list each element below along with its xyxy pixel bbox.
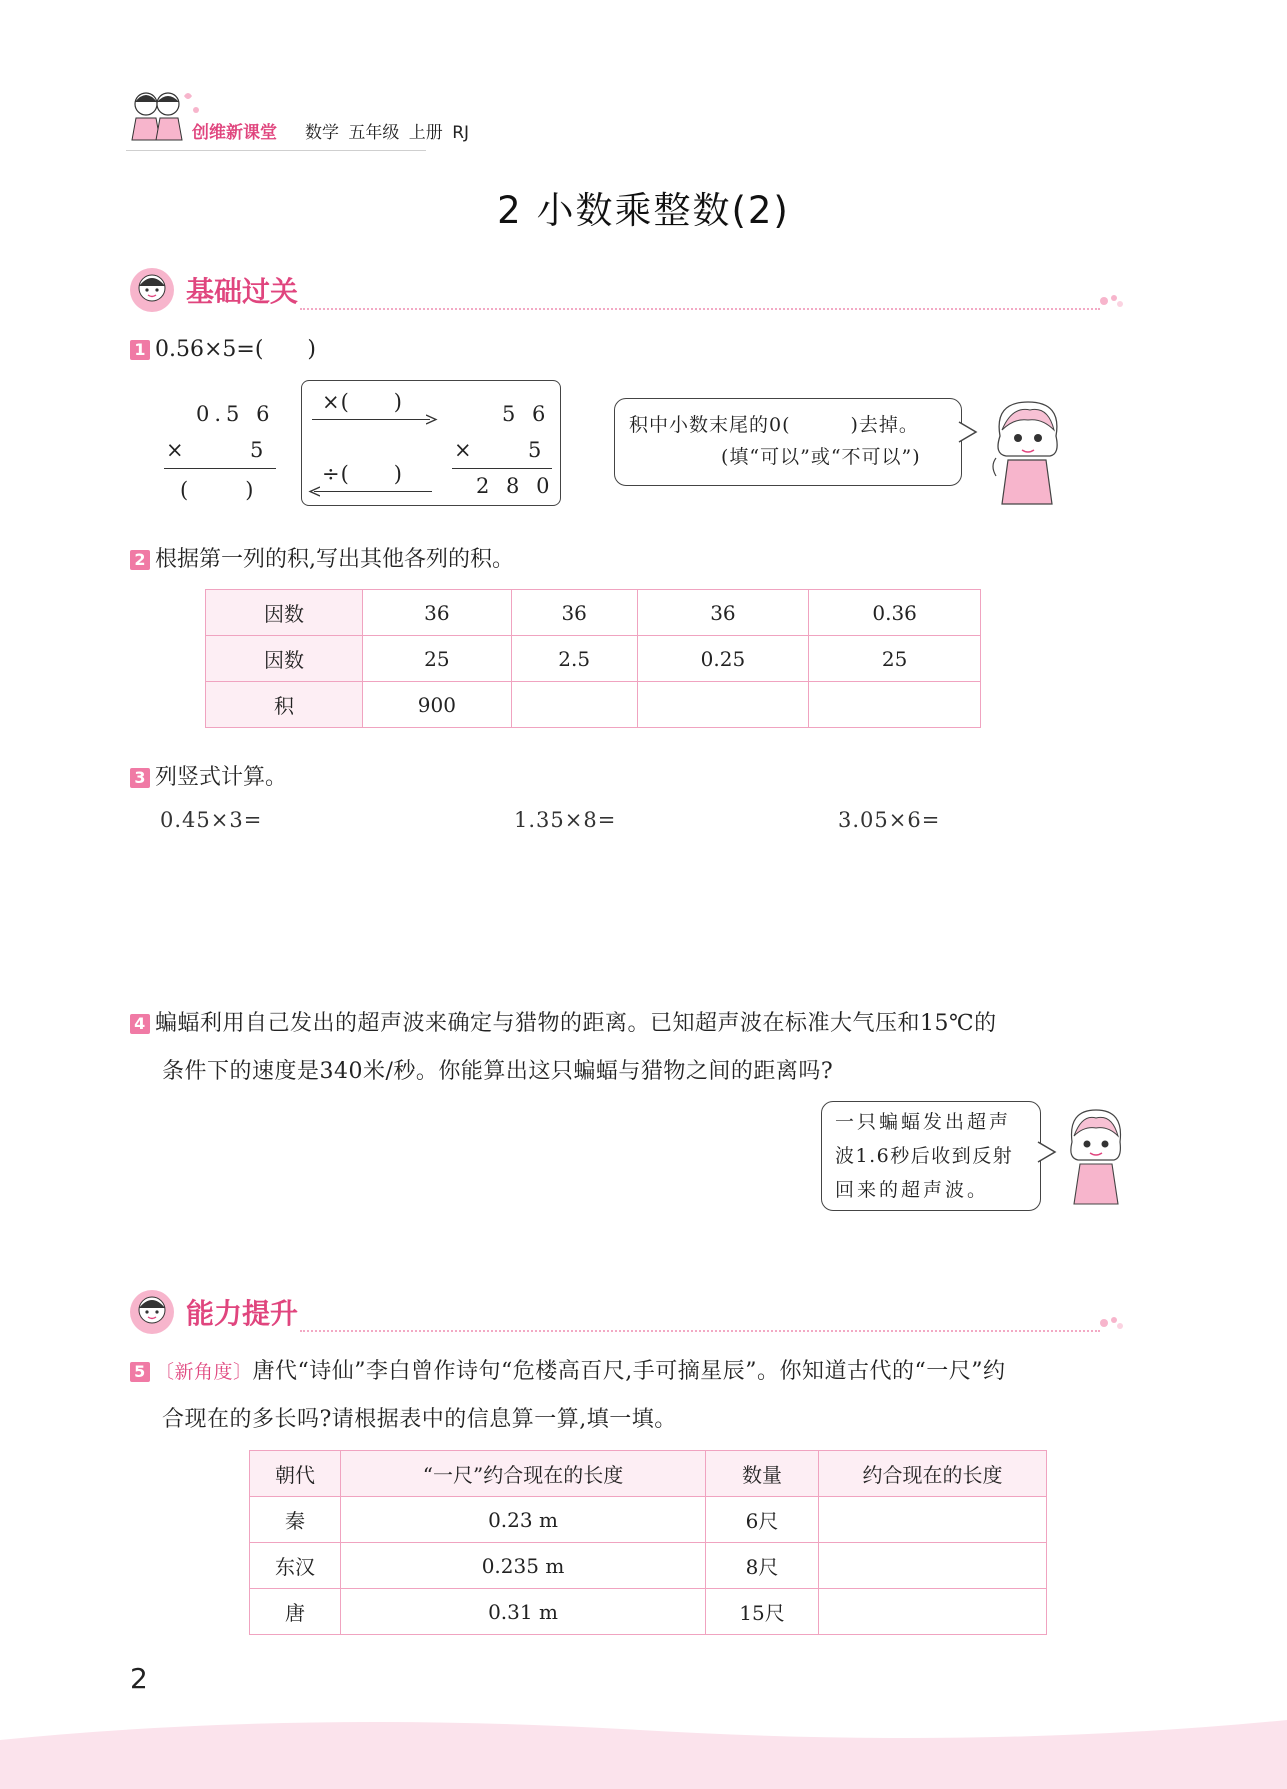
arrow-divide-label: ÷( ) bbox=[322, 462, 403, 486]
bubble-tail bbox=[1037, 1140, 1057, 1164]
calc-left-top: 0.5 6 bbox=[196, 402, 275, 426]
answer-cell[interactable] bbox=[819, 1497, 1047, 1543]
table-row bbox=[250, 1543, 1047, 1589]
calc-left-multiplier: 5 bbox=[250, 438, 269, 462]
calc-right-result: 2 8 0 bbox=[476, 474, 555, 498]
hint-line-1: 积中小数末尾的0( )去掉。 bbox=[629, 414, 919, 436]
calc-right-mult-sign: × bbox=[454, 438, 477, 462]
table-cell: 0.36 bbox=[809, 590, 981, 636]
section-title-basic: 基础过关 bbox=[186, 275, 299, 308]
dynasty-cell: 秦 bbox=[250, 1497, 341, 1543]
q1-text: 0.56×5=( ) bbox=[155, 337, 317, 362]
calc-left-mult-sign: × bbox=[166, 438, 189, 462]
section-divider bbox=[300, 1330, 1100, 1332]
girl-character-icon bbox=[1060, 1106, 1130, 1206]
book-info: 数学 五年级 上册 RJ bbox=[305, 123, 470, 143]
table-row bbox=[206, 636, 981, 682]
hint-line-2: (填“可以”或“不可以”) bbox=[721, 446, 921, 468]
calc-left-rule bbox=[164, 468, 276, 469]
page-number: 2 bbox=[130, 1662, 148, 1695]
length-cell: 0.235 m bbox=[341, 1543, 706, 1589]
table-cell: 900 bbox=[363, 682, 512, 728]
table-cell: 36 bbox=[637, 590, 809, 636]
vertical-calc-expr-2: 1.35×8= bbox=[514, 808, 617, 832]
hint-speech-bubble bbox=[614, 398, 962, 486]
decorative-dots-icon bbox=[1098, 1316, 1126, 1330]
question-1-stem bbox=[130, 332, 316, 363]
dynasty-cell: 唐 bbox=[250, 1589, 341, 1635]
bat-hint-line-1: 一只蝙蝠发出超声 bbox=[835, 1111, 1012, 1133]
arrow-multiply-label: ×( ) bbox=[322, 390, 403, 414]
section-mascot-icon bbox=[128, 266, 176, 314]
decorative-dots-icon bbox=[1098, 294, 1126, 308]
page-title: 2 小数乘整数(2) bbox=[497, 189, 790, 232]
q4-text-1: 蝙蝠利用自己发出的超声波来确定与猎物的距离。已知超声波在标准大气压和15℃的 bbox=[155, 1011, 997, 1036]
answer-cell[interactable] bbox=[819, 1589, 1047, 1635]
answer-cell[interactable] bbox=[809, 682, 981, 728]
table-cell: 25 bbox=[809, 636, 981, 682]
count-cell: 15尺 bbox=[706, 1589, 819, 1635]
vertical-calc-expr-3: 3.05×6= bbox=[838, 808, 941, 832]
question-number-badge: 2 bbox=[130, 550, 150, 570]
bat-hint-bubble bbox=[821, 1101, 1041, 1211]
question-5-line-2: 合现在的多长吗?请根据表中的信息算一算,填一填。 bbox=[162, 1407, 677, 1432]
question-number-badge: 5 bbox=[130, 1362, 150, 1382]
answer-cell[interactable] bbox=[511, 682, 637, 728]
question-3-stem bbox=[130, 760, 287, 791]
col-header-count: 数量 bbox=[706, 1451, 819, 1497]
table-row bbox=[206, 590, 981, 636]
table-row bbox=[250, 1589, 1047, 1635]
question-2-stem bbox=[130, 542, 514, 573]
row-label-factor-1: 因数 bbox=[206, 590, 363, 636]
calc-right-top: 5 6 bbox=[502, 402, 551, 426]
q5-text-1: 唐代“诗仙”李白曾作诗句“危楼高百尺,手可摘星辰”。你知道古代的“一尺”约 bbox=[252, 1359, 1006, 1384]
arrow-left-icon bbox=[308, 486, 320, 497]
length-cell: 0.23 m bbox=[341, 1497, 706, 1543]
arrow-right-line bbox=[312, 419, 430, 420]
table-cell: 25 bbox=[363, 636, 512, 682]
question-number-badge: 1 bbox=[130, 340, 150, 360]
question-4-line-1 bbox=[130, 1006, 997, 1037]
dynasty-cell: 东汉 bbox=[250, 1543, 341, 1589]
calc-right-multiplier: 5 bbox=[528, 438, 547, 462]
header-divider bbox=[126, 150, 426, 151]
section-mascot-icon bbox=[128, 1288, 176, 1336]
question-5-line-1 bbox=[130, 1354, 1006, 1385]
answer-cell[interactable] bbox=[819, 1543, 1047, 1589]
bat-hint-line-3: 回来的超声波。 bbox=[835, 1179, 990, 1201]
brand-name: 创维新课堂 bbox=[192, 123, 277, 143]
table-cell: 2.5 bbox=[511, 636, 637, 682]
arrow-right-icon bbox=[426, 414, 438, 425]
ancient-foot-table bbox=[249, 1450, 1047, 1635]
q3-text: 列竖式计算。 bbox=[155, 765, 288, 790]
arrow-left-line bbox=[314, 491, 432, 492]
col-header-dynasty: 朝代 bbox=[250, 1451, 341, 1497]
count-cell: 6尺 bbox=[706, 1497, 819, 1543]
table-row bbox=[206, 682, 981, 728]
col-header-foot-length: “一尺”约合现在的长度 bbox=[341, 1451, 706, 1497]
row-label-factor-2: 因数 bbox=[206, 636, 363, 682]
answer-cell[interactable] bbox=[637, 682, 809, 728]
section-divider bbox=[300, 308, 1100, 310]
q2-text: 根据第一列的积,写出其他各列的积。 bbox=[155, 547, 514, 572]
table-cell: 36 bbox=[363, 590, 512, 636]
table-cell: 0.25 bbox=[637, 636, 809, 682]
table-header-row bbox=[250, 1451, 1047, 1497]
calc-left-result-blank: ( ) bbox=[180, 478, 259, 502]
question-number-badge: 4 bbox=[130, 1014, 150, 1034]
count-cell: 8尺 bbox=[706, 1543, 819, 1589]
footer-wave bbox=[0, 1700, 1287, 1789]
section-title-advance: 能力提升 bbox=[186, 1297, 299, 1330]
girl-character-icon bbox=[982, 396, 1072, 508]
new-angle-tag: 〔新角度〕 bbox=[155, 1361, 253, 1383]
row-label-product: 积 bbox=[206, 682, 363, 728]
col-header-modern-length: 约合现在的长度 bbox=[819, 1451, 1047, 1497]
calc-right-rule bbox=[452, 468, 552, 469]
question-number-badge: 3 bbox=[130, 768, 150, 788]
factor-product-table bbox=[205, 589, 981, 728]
vertical-calc-expr-1: 0.45×3= bbox=[160, 808, 263, 832]
length-cell: 0.31 m bbox=[341, 1589, 706, 1635]
table-cell: 36 bbox=[511, 590, 637, 636]
question-4-line-2: 条件下的速度是340米/秒。你能算出这只蝙蝠与猎物之间的距离吗? bbox=[162, 1059, 834, 1084]
bat-hint-line-2: 波1.6秒后收到反射 bbox=[835, 1145, 1014, 1167]
bubble-tail bbox=[958, 420, 978, 444]
table-row bbox=[250, 1497, 1047, 1543]
